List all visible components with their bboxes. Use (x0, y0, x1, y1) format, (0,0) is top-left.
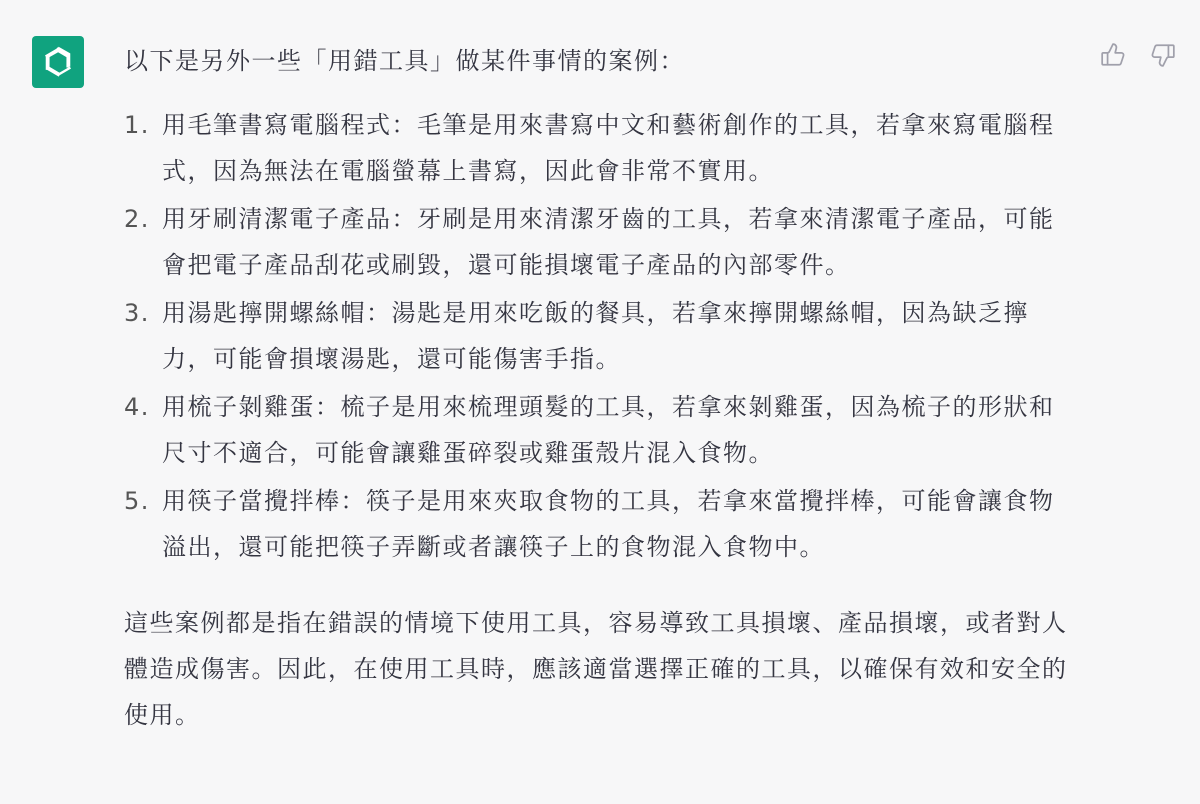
list-item (124, 196, 1074, 288)
list-item (124, 102, 1074, 194)
list-item-number: 2. (124, 205, 150, 233)
list-item-text: 用湯匙擰開螺絲帽：湯匙是用來吃飯的餐具，若拿來擰開螺絲帽，因為缺乏擰力，可能會損壞湯匙，還可能傷害手指。 (162, 299, 1029, 373)
list-item (124, 290, 1074, 382)
feedback-controls (1098, 40, 1178, 70)
thumbs-up-button[interactable] (1098, 40, 1128, 70)
list-item-text: 用筷子當攪拌棒：筷子是用來夾取食物的工具，若拿來當攪拌棒，可能會讓食物溢出，還可能把筷子弄斷或者讓筷子上的食物混入食物中。 (162, 487, 1055, 561)
message-content (124, 38, 1074, 738)
case-list (124, 102, 1074, 570)
list-item-text: 用牙刷清潔電子產品：牙刷是用來清潔牙齒的工具，若拿來清潔電子產品，可能會把電子產品刮花或刷毀，還可能損壞電子產品的內部零件。 (162, 205, 1055, 279)
list-item-number: 3. (124, 299, 150, 327)
message-intro: 以下是另外一些「用錯工具」做某件事情的案例： (124, 47, 685, 75)
thumbs-down-button[interactable] (1148, 40, 1178, 70)
list-item-text: 用毛筆書寫電腦程式：毛筆是用來書寫中文和藝術創作的工具，若拿來寫電腦程式，因為無法在電腦螢幕上書寫，因此會非常不實用。 (162, 111, 1055, 185)
thumbs-up-icon (1100, 42, 1126, 68)
thumbs-down-icon (1150, 42, 1176, 68)
list-item-number: 4. (124, 393, 150, 421)
openai-logo-icon (39, 43, 77, 81)
list-item-text: 用梳子剝雞蛋：梳子是用來梳理頭髮的工具，若拿來剝雞蛋，因為梳子的形狀和尺寸不適合，可能會讓雞蛋碎裂或雞蛋殼片混入食物。 (162, 393, 1055, 467)
list-item-number: 5. (124, 487, 150, 515)
message-conclusion: 這些案例都是指在錯誤的情境下使用工具，容易導致工具損壞、產品損壞，或者對人體造成傷害。因此，在使用工具時，應該適當選擇正確的工具，以確保有效和安全的使用。 (124, 609, 1068, 729)
list-item (124, 478, 1074, 570)
assistant-avatar (32, 36, 84, 88)
list-item-number: 1. (124, 111, 150, 139)
list-item (124, 384, 1074, 476)
